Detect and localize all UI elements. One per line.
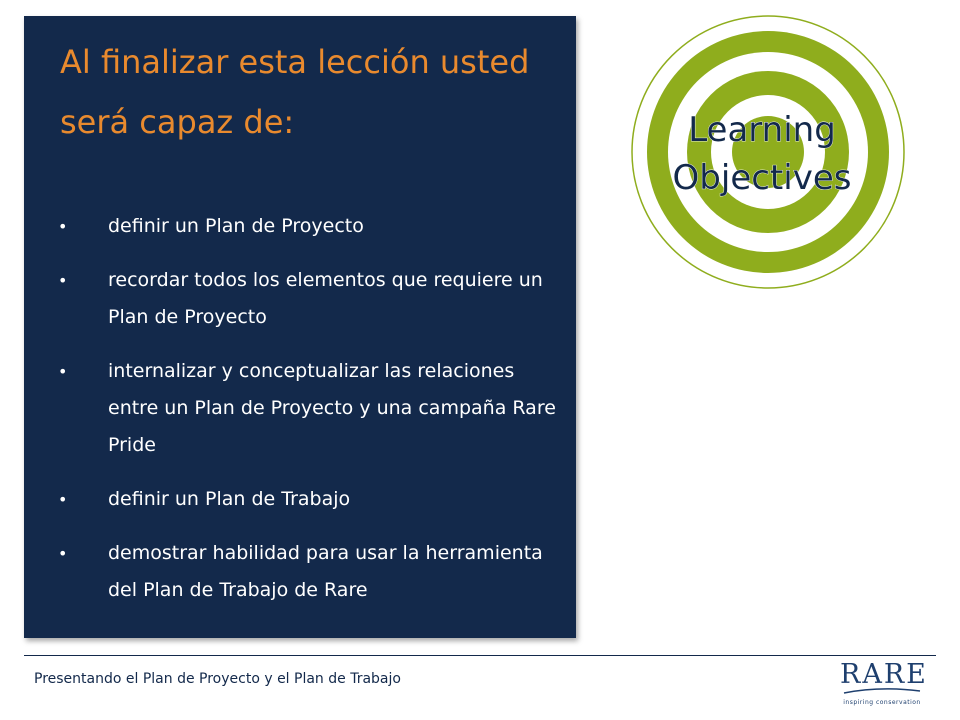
bullet-icon: • [58,490,68,509]
objective-text: demostrar habilidad para usar la herramienta del Plan de Trabajo de Rare [108,542,543,601]
objective-text: recordar todos los elementos que requiere un Plan de Proyecto [108,269,543,328]
objective-text: definir un Plan de Proyecto [108,215,364,237]
objectives-panel [24,16,576,638]
list-item [52,262,562,336]
list-item [52,535,562,609]
objectives-list [52,208,562,626]
graphic-line1: Learning [688,110,836,150]
bullet-icon: • [58,271,68,290]
list-item [52,481,562,518]
rare-logo [840,659,928,706]
graphic-line2: Objectives [672,158,852,198]
objective-text: definir un Plan de Trabajo [108,488,351,510]
list-item [52,353,562,464]
bullet-icon: • [58,217,68,236]
list-item [52,208,562,245]
footer-text: Presentando el Plan de Proyecto y el Plan de Trabajo [34,671,401,687]
footer-divider [24,655,936,656]
objective-text: internalizar y conceptualizar las relaciones entre un Plan de Proyecto y una campaña Rare Pride [108,360,556,456]
target-icon [629,13,907,291]
bullet-icon: • [58,362,68,381]
bullet-icon: • [58,544,68,563]
logo-wordmark: RARE [840,659,928,690]
slide-title: Al finalizar esta lección usted será capaz de: [60,43,530,141]
logo-tagline: inspiring conservation [843,699,921,706]
